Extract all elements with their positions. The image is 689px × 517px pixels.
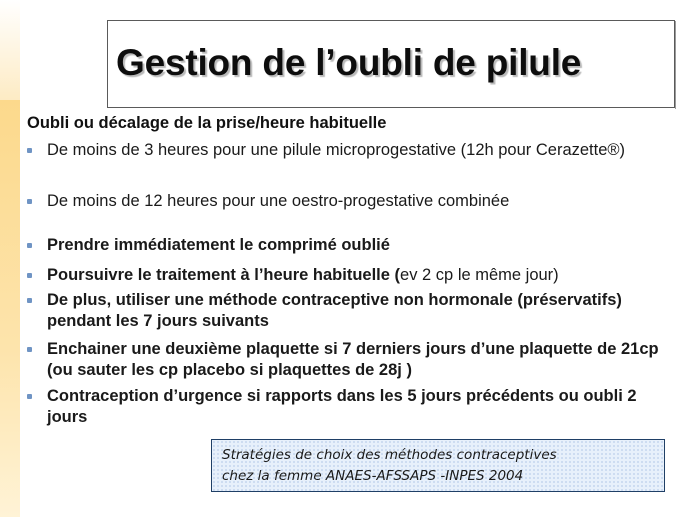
- bullet-text: Enchainer une deuxième plaquette si 7 derniers jours d’une plaquette de 21cp (ou sauter les cp placebo si plaquettes de 28j ): [47, 340, 659, 379]
- bullet-text: Prendre immédiatement le comprimé oublié: [47, 236, 390, 254]
- section-heading: Oubli ou décalage de la prise/heure habituelle: [27, 114, 387, 132]
- slide-title: Gestion de l’oubli de pilule: [116, 42, 582, 83]
- bullet-marker-icon: [27, 243, 32, 248]
- bullet-text: Contraception d’urgence si rapports dans les 5 jours précédents ou oubli 2 jours: [47, 387, 637, 426]
- reference-line-1: Stratégies de choix des méthodes contraceptives: [222, 447, 557, 463]
- decorative-side-band: [0, 100, 20, 517]
- decorative-side-fade: [0, 0, 20, 100]
- bullet-text: De plus, utiliser une méthode contraceptive non hormonale (préservatifs) pendant les 7 jours suivants: [47, 291, 622, 330]
- bullet-text: De moins de 12 heures pour une oestro-progestative combinée: [47, 192, 510, 210]
- bullet-marker-icon: [27, 199, 32, 204]
- bullet-marker-icon: [27, 148, 32, 153]
- bullet-marker-icon: [27, 298, 32, 303]
- reference-line-2: chez la femme ANAES-AFSSAPS -INPES 2004: [222, 468, 524, 484]
- bullet-bold-part: Poursuivre le traitement à l’heure habituelle (: [47, 266, 401, 284]
- bullet-marker-icon: [27, 394, 32, 399]
- bullet-marker-icon: [27, 347, 32, 352]
- bullet-regular-part: ev 2 cp le même jour): [400, 266, 559, 284]
- bullet-marker-icon: [27, 273, 32, 278]
- bullet-text: De moins de 3 heures pour une pilule microprogestative (12h pour Cerazette®): [47, 141, 626, 159]
- reference-box: [211, 439, 665, 492]
- bullet-text: [47, 265, 667, 286]
